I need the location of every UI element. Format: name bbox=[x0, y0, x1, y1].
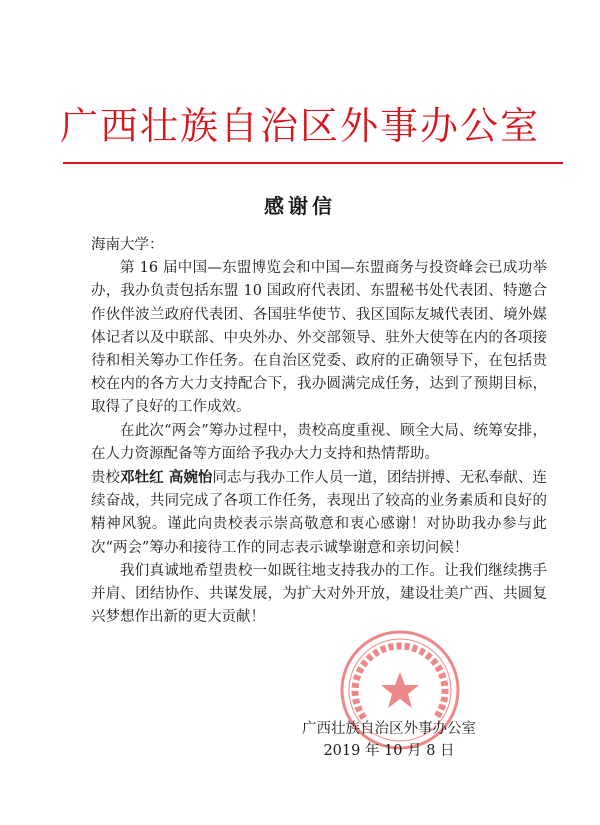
paragraph-3-text: 同志与我办工作人员一道，团结拼搏、无私奉献、连续奋战，共同完成了各项工作任务，表现出了较高的业务素质和良好的精神风貌。谨此向贵校表示崇高敬意和衷心感谢！对协助我办参与此次“两会”筹办和接待工作的同志表示诚挚谢意和亲切问候！ bbox=[91, 470, 547, 556]
salutation: 海南大学： bbox=[91, 237, 164, 253]
honoree-names: 邓牡红 高婉怡 bbox=[120, 469, 213, 487]
letterhead-title: 广西壮族自治区外事办公室 bbox=[59, 104, 540, 148]
paragraph-1: 第 16 届中国—东盟博览会和中国—东盟商务与投资峰会已成功举办，我办负责包括东盟 10 国政府代表团、东盟秘书处代表团、特邀合作伙伴波兰政府代表团、各国驻华使节、我区国际友城代表团、境外媒体记者以及中联部、中央外办、外交部领导、驻外大使等在内的各项接待和相关筹办工作任务。在自治区党委、政府的正确领导下，在包括贵校在内的各方大力支持配合下，我办圆满完成任务，达到了预期目标，取得了良好的工作成效。 bbox=[91, 260, 547, 416]
signature-block bbox=[300, 718, 478, 762]
signature-date: 2019 年 10 月 8 日 bbox=[323, 743, 455, 759]
paragraph-3-prefix: 贵校 bbox=[91, 470, 121, 487]
letterhead-divider bbox=[63, 162, 563, 164]
letter-body bbox=[91, 234, 547, 629]
paragraph-4: 我们真诚地希望贵校一如既往地支持我办的工作。让我们继续携手并肩、团结协作、共谋发展，为扩大对外开放，建设壮美广西、共圆复兴梦想作出新的更大贡献！ bbox=[91, 562, 547, 626]
paragraph-2: 在此次“两会”筹办过程中，贵校高度重视、顾全大局、统筹安排，在人力资源配备等方面给予我办大力支持和热情帮助。 bbox=[91, 422, 547, 462]
paragraph-3 bbox=[91, 466, 547, 560]
signature-org: 广西壮族自治区外事办公室 bbox=[302, 721, 476, 737]
document-title: 感谢信 bbox=[264, 194, 336, 218]
